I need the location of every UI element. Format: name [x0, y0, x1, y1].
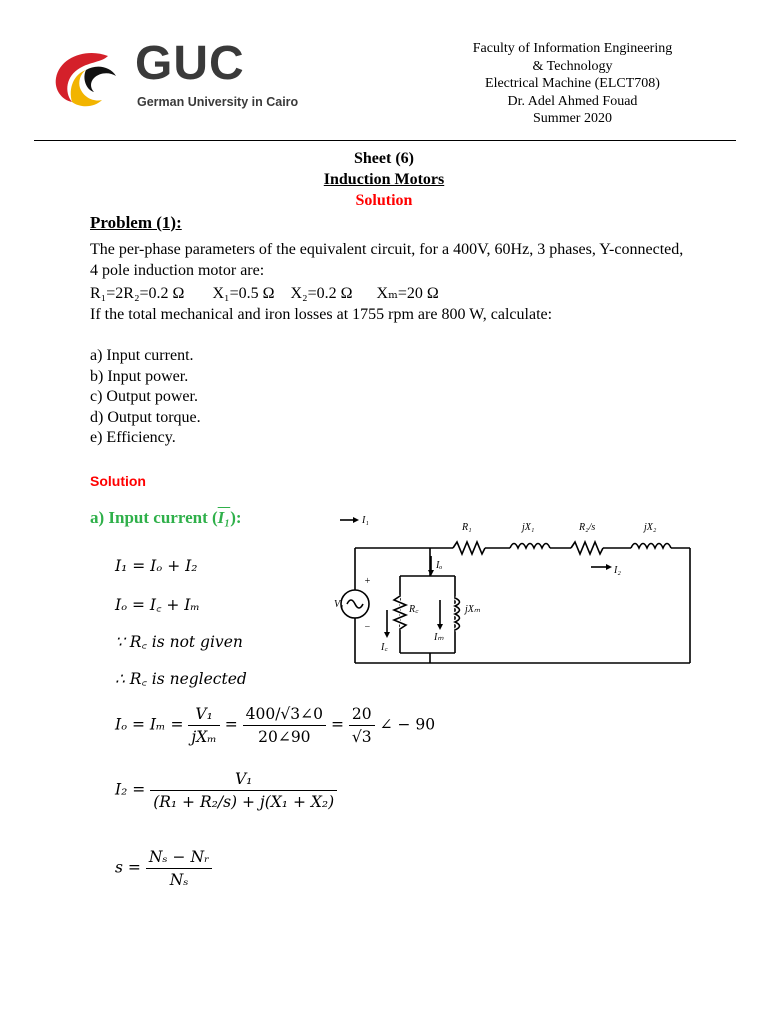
eq6-num: V₁	[150, 770, 337, 791]
solution-label: Solution	[90, 473, 146, 489]
task-item: d) Output torque.	[90, 408, 201, 426]
sheet-topic: Induction Motors	[323, 171, 445, 188]
label-v1: V₁	[334, 599, 344, 610]
equation-slip	[115, 848, 212, 889]
eq5-f2-den: 20∠90	[258, 728, 311, 746]
eq5-f3-den: √3	[351, 728, 372, 746]
course-info	[440, 40, 705, 128]
equation-rc-not-given: ∵ R꜀ is not given	[115, 633, 243, 651]
problem-heading: Problem (1):	[90, 213, 182, 232]
param-r: R₁=2R₂=0.2 Ω	[90, 285, 185, 302]
label-rc: R꜀	[409, 604, 419, 615]
logo-wordmark: GUC	[135, 37, 245, 90]
task-item: b) Input power.	[90, 367, 189, 385]
label-r1: R₁	[462, 522, 472, 533]
part-a-heading-text: a) Input current (	[90, 508, 218, 527]
equation-current-sum: I₁ = Iₒ + I₂	[115, 557, 198, 575]
eq7-den: Nₛ	[169, 871, 189, 889]
label-io: Iₒ	[436, 560, 443, 571]
part-a-heading-close: ):	[230, 508, 242, 527]
eq6-den: (R₁ + R₂/s) + j(X₁ + X₂)	[153, 793, 335, 811]
equation-no-load-current: Iₒ = I꜀ + Iₘ	[115, 596, 200, 614]
label-minus: −	[364, 622, 371, 633]
label-i2: I₂	[614, 565, 621, 576]
eq5-f1-den: jXₘ	[191, 728, 217, 746]
equation-i2	[115, 770, 337, 811]
faculty-line-2: & Technology	[532, 58, 613, 74]
eq5-fraction-1	[188, 705, 219, 746]
eq5-fraction-2	[243, 705, 326, 746]
sheet-title: Sheet (6)	[354, 150, 414, 167]
problem-losses: If the total mechanical and iron losses at 1755 rpm are 800 W, calculate:	[90, 306, 553, 323]
eq5-f1-num: V₁	[188, 705, 219, 726]
eq5-lhs: Iₒ = Iₘ =	[115, 715, 184, 734]
faculty-line-1: Faculty of Information Engineering	[472, 41, 673, 56]
problem-intro: The per-phase parameters of the equivalent circuit, for a 400V, 60Hz, 3 phases, Y-connected, 4 pole induction motor are:	[90, 241, 684, 279]
param-xm: Xₘ=20 Ω	[376, 285, 439, 302]
sheet-solution-label: Solution	[355, 192, 413, 209]
part-a-heading	[90, 508, 242, 528]
eq6-fraction	[150, 770, 337, 811]
part-a-symbol: I₁	[217, 508, 231, 527]
logo-subtitle: German University in Cairo	[137, 95, 299, 109]
param-x2: X₂=0.2 Ω	[290, 285, 353, 302]
eq5-f2-num: 400/√3∠0	[243, 705, 326, 726]
label-jxm: jXₘ	[465, 604, 481, 615]
eq6-lhs: I₂ =	[115, 780, 146, 799]
eq5-fraction-3	[349, 705, 375, 746]
eq5-f3-num: 20	[349, 705, 375, 726]
task-list	[90, 346, 690, 449]
eq5-angle: ∠ − 90	[379, 715, 436, 734]
task-item: e) Efficiency.	[90, 429, 176, 446]
label-ic: I꜀	[381, 642, 388, 653]
problem-parameters	[90, 284, 690, 305]
eq7-num: Nₛ − Nᵣ	[146, 848, 213, 869]
label-plus: +	[364, 576, 371, 587]
param-x1: X₁=0.5 Ω	[212, 285, 275, 302]
eq7-fraction	[146, 848, 213, 889]
equation-rc-neglected: ∴ R꜀ is neglected	[115, 670, 247, 688]
guc-logo-mark-icon	[50, 42, 140, 112]
term: Summer 2020	[533, 111, 612, 126]
instructor: Dr. Adel Ahmed Fouad	[507, 93, 638, 109]
equation-io: Iₒ = Iₘ = $\frac{\text{V₁}}{\text{jXₘ}}$ = $\frac{400/√3\angle 0}{20\angle 90}$ = $\frac{20}{√3}$ ∠ − 90	[115, 705, 436, 746]
label-im: Iₘ	[434, 632, 444, 643]
task-item: c) Output power.	[90, 388, 198, 405]
header-divider	[34, 140, 736, 141]
label-i1: I₁	[362, 515, 369, 526]
task-item: a) Input current.	[90, 347, 194, 364]
course-name: Electrical Machine (ELCT708)	[485, 76, 660, 91]
eq7-lhs: s =	[115, 858, 141, 877]
label-jx1: jX₁	[522, 522, 535, 533]
equivalent-circuit-diagram	[335, 508, 700, 668]
label-jx2: jX₂	[644, 522, 657, 533]
label-r2s: R₂/s	[579, 522, 596, 533]
